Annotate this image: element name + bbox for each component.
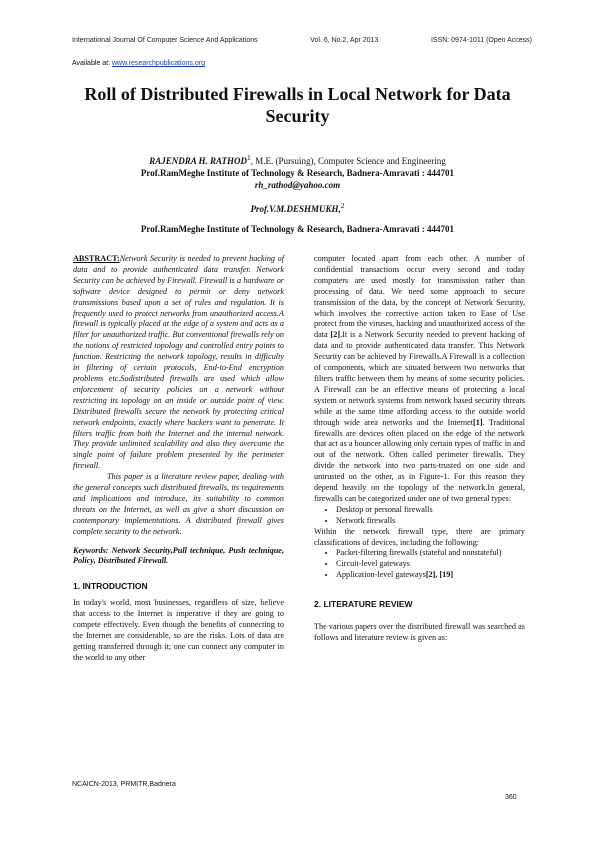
author1-line [60,152,535,167]
right-para1-c: . Traditional firewalls are devices often placed on the edge of the network that act as a bouncer allowing only certain types of traffic in and out of the network. Often called perimeter firewalls. They divide the network into two parts-trusted on one side and untrusted on the other, as in Figure-1. For this reason they depend heavily on the topology of the network.In general, firewalls can be categorized under one of two general types: [314,417,525,503]
list-item: • Packet-filtering firewalls (stateful and nonstateful) [336,548,525,559]
abstract-text: Network Security is needed to prevent hacking of data and to provide authenticated data transfer. Network Security can be achieved by Firewall. Firewall is a hardware or software device designed to permit or deny network transmissions based upon a set of rules and regulation. It is frequently used to protect networks from unauthorized access.A firewall is typically placed at the edge of a system and acts as a filter for unauthorized traffic. But conventional firewalls rely on the notions of restricted topology and controlled entry points to function. Restricting the network topology, results in difficulty in filtering of certain protocols, End-to-End encryption problems etc.Sodistributed firewalls are used which allow enforcement of security policies on a network without restricting its topology on an inside or outside point of view. Distributed firewalls secure the network by protecting critical network endpoints, exactly where hackers want to penetrate. It filters traffic from both the Internet and the internal network. They provide unlimited scalability and also they overcome the single point of failure problem presented by the perimeter firewall. [73,254,284,471]
journal-name: International Journal Of Computer Science And Applications [72,37,258,44]
author2-name: Prof.V.M.DESHMUKH, [250,204,341,214]
firewall-types-list [314,505,525,527]
right-column [314,254,525,644]
affiliation-1: Prof.RamMeghe Institute of Technology & Research, Badnera-Amravati : 444701 [140,168,455,178]
affiliation-2: Prof.RamMeghe Institute of Technology & Research, Badnera-Amravati : 444701 [140,224,455,234]
right-para2: Within the network firewall type, there are primary classifications of devices, including the following: [314,526,525,547]
intro-heading: 1. INTRODUCTION [73,581,148,592]
list-item: • Network firewalls [336,516,525,527]
abstract-label: ABSTRACT: [73,254,120,263]
list-item: • Desktop or personal firewalls [336,505,525,516]
list-item [336,570,525,581]
right-para1-b: .It is a Network Security needed to prevent hacking of data and to provide authenticated data transfer. This Network Security can be achieved by Firewalls.A Firewall is a collection of components, which are situated between two networks that filters traffic between them by means of some security policies. A Firewall can be an effective means of protecting a local system or network systems from network based security threats while at the same time affording access to the outside world through wide area networks and the Internet [314,330,525,427]
right-para1 [314,254,525,505]
paper-title: Roll of Distributed Firewalls in Local Network for Data Security [84,84,511,126]
classification-list [314,548,525,581]
author-email: rh_rathod@yahoo.com [254,180,341,190]
ref-1: [1] [473,417,483,427]
list-item: • Circuit-level gateways [336,559,525,570]
list-item-text: Application-level gateways [336,570,426,580]
volume-info: Vol. 6, No.2, Apr 2013 [310,37,379,44]
left-column [73,254,284,664]
availability-link[interactable]: www.researchpublications.org [111,60,205,67]
abstract [73,254,284,472]
literature-text: The various papers over the distributed firewall was searched as follows and literature review is given as: [314,622,525,642]
availability-label: Available at: [72,60,111,67]
author1-desc: , M.E. (Pursuing), Computer Science and Engineering [250,156,446,166]
footer-conference: NCAICN-2013, PRMITR,Badnera [72,781,176,788]
abstract-para2: This paper is a literature review paper, dealing with the general concepts such distributed firewalls, its requirements and implications and introduce, its suitability to common threats on the Internet, as well as give a short discussion on contemporary implementations. A distributed firewall gives complete security to the network. [73,472,284,536]
availability-line [72,60,205,67]
literature-heading: 2. LITERATURE REVIEW [314,599,413,610]
issn-info: ISSN: 0974-1011 (Open Access) [430,37,532,44]
running-header [72,37,532,44]
author1-sup: 1 [247,153,251,162]
list-item-refs: [2], [19] [425,570,454,580]
author2-line [60,200,535,215]
keywords: Keywords: Network Security,Pull technique, Push technique, Policy, Distributed Firewall. [73,545,284,566]
intro-text: In today's world, most businesses, regardless of size, believe that access to the Internet is imperative if they are going to compete effectively. Even though the benefits of connecting to the Internet are considerable, so are the risks. Lots of data are getting transferred through it; one can connect any computer in the world to any other [73,598,284,662]
page-number: 360 [505,794,517,801]
author1-name: RAJENDRA H. RATHOD [149,156,248,166]
ref-2: [2] [330,330,341,340]
author-block [60,152,535,235]
author2-sup: 2 [340,201,345,210]
right-para1-a: computer located apart from each other. A number of confidential transactions occur every second and today computers are used mostly for transmission rather than processing of data. We need some approach to secure transmission of the data, by the concept of Network Security, which involves the corrective action taken to Ease of Use protect from the viruses, hacking and unauthorized access of the data [314,254,525,340]
